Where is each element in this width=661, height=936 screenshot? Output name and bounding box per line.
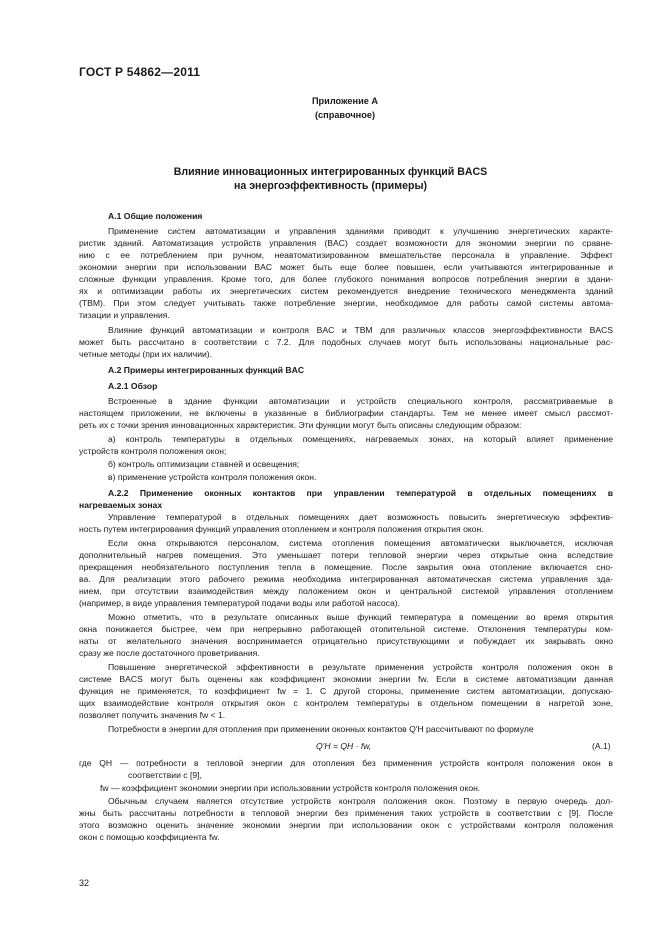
paragraph-line: нию с ее потреблением при ручном, неавтоматизированном вмешательстве персонала в управление. Эффект bbox=[79, 250, 613, 260]
paragraph-line: ристик зданий. Автоматизация устройств управления (BAC) создает возможности для экономии энергии по сравне- bbox=[79, 238, 613, 248]
paragraph-line: ва. Для реализации этого рабочего режима необходима интегрированная автоматическая система управления зда- bbox=[79, 574, 613, 584]
paragraph-line: сложные функции управления. Кроме того, для более глубокого понимания вопросов потребления энергии в здани- bbox=[79, 274, 613, 284]
paragraph-line: сразу же после достаточного проветривания. bbox=[79, 648, 260, 658]
formula-number: (А.1) bbox=[592, 741, 611, 751]
paragraph-line: нием, при отсутствии взаимодействия между положением окон и центральной системой управления отоплением bbox=[79, 586, 613, 596]
list-item-a: а) контроль температуры в отдельных помещениях, нагреваемых зонах, на который влияет применение bbox=[108, 434, 613, 444]
annex-status: (справочное) bbox=[314, 110, 375, 120]
subsection-heading-a21: А.2.1 Обзор bbox=[108, 381, 158, 391]
paragraph-line: прекращения необязательного поступления тепла в помещение. После закрытия окна отопление включается сно- bbox=[79, 562, 613, 572]
section-heading-a2: А.2 Примеры интегрированных функций BAC bbox=[108, 365, 305, 375]
paragraph-line: Потребности в энергии для отопления при применении оконных контактов Q'H рассчитывают по формуле bbox=[108, 724, 534, 734]
paragraph-line: экономии энергии при использовании BAC может быть еще более повышен, если учитываются интегрированные и bbox=[79, 262, 613, 272]
paragraph-line: четные методы (при их наличии). bbox=[79, 349, 213, 359]
paragraph-line: (ТВМ). При этом следует учитывать также потребление энергии, необходимое для работы самой системы автома- bbox=[79, 298, 613, 308]
list-item-a-cont: устройств контроля положения окон; bbox=[79, 446, 227, 456]
standard-header: ГОСТ Р 54862—2011 bbox=[79, 65, 201, 79]
paragraph-line: Применение систем автоматизации и управления зданиями приводит к улучшению энергетических характе- bbox=[108, 226, 613, 236]
paragraph-line: Влияние функций автоматизации и контроля BAC и ТВМ для различных классов энергоэффективности BACS bbox=[108, 325, 613, 335]
paragraph-line: щих взаимодействие контроля открытия окон с контролем температуры в отдельном помещении в нагретой зоне, bbox=[79, 698, 613, 708]
paragraph-line: Обычным случаем является отсутствие устройств контроля положения окон. Поэтому в первую очередь дол- bbox=[108, 796, 613, 806]
list-item-b: б) контроль оптимизации ставней и освещения; bbox=[108, 459, 300, 469]
document-title-line-2: на энергоэффективность (примеры) bbox=[233, 180, 428, 192]
subsection-heading-a22: А.2.2 Применение оконных контактов при управлении температурой в отдельных помещениях в bbox=[108, 488, 613, 498]
section-heading-a1: А.1 Общие положения bbox=[108, 211, 203, 221]
paragraph-line: наты от желательного значения воспринимается отрицательно присутствующими и побуждает их закрывать окно bbox=[79, 636, 613, 646]
annex-title: Приложение А bbox=[311, 96, 379, 106]
paragraph-line: Управление температурой в отдельных помещениях дает возможность повысить энергетическую эффектив- bbox=[108, 512, 613, 522]
definition-line: fw — коэффициент экономии энергии при использовании устройств контроля положения окон. bbox=[100, 783, 481, 793]
paragraph-line: этого возможно оценить значение экономии энергии при использовании окон с устройствами контроля положения bbox=[79, 820, 613, 830]
paragraph-line: настоящем приложении, не включены в указанные в библиографии стандарты. Тем не менее имеет смысл рассмот- bbox=[79, 408, 613, 418]
list-item-c: в) применение устройств контроля положения окон. bbox=[108, 472, 317, 482]
paragraph-line: жны быть рассчитаны потребности в тепловой энергии без применения таких устройств в соответствии с [9]. После bbox=[79, 808, 613, 818]
paragraph-line: ность путем интегрирования функций управления отоплением и контроля положения открытия окон. bbox=[79, 524, 484, 534]
page-number: 32 bbox=[79, 878, 90, 888]
paragraph-line: окна понижается быстрее, чем при непрерывно работающей отопительной системе. Отклонения температуры ком- bbox=[79, 624, 613, 634]
formula-expression: Q'H = QH · fw, bbox=[316, 741, 372, 751]
paragraph-line: Встроенные в здание функции автоматизации и устройств специального контроля, рассматриваемые в bbox=[108, 396, 613, 406]
paragraph-line: ях и оптимизации работы их энергетических систем рекомендуется внедрение технического менеджмента зданий bbox=[79, 286, 613, 296]
paragraph-line: Если окна открываются персоналом, система отопления помещения автоматически выключается, исключая bbox=[108, 538, 613, 548]
document-title-line-1: Влияние инновационных интегрированных функций BACS bbox=[173, 166, 488, 178]
paragraph-line: Можно отметить, что в результате описанных выше функций температура в помещении во время открытия bbox=[108, 612, 613, 622]
paragraph-line: системе BACS могут быть оценены как коэффициент экономии энергии fw. Если в системе автоматизации данная bbox=[79, 674, 613, 684]
paragraph-line: функция не применяется, то коэффициент fw = 1. С другой стороны, применение систем автоматизации, допускаю- bbox=[79, 686, 613, 696]
paragraph-line: позволяет получить значения fw < 1. bbox=[79, 710, 226, 720]
paragraph-line: Повышение энергетической эффективности в результате применения устройств контроля положения окон в bbox=[108, 662, 613, 672]
paragraph-line: может быть рассчитано в соответствии с 7.2. Для подобных случаев могут быть использованы национальные рас- bbox=[79, 337, 613, 347]
paragraph-line: реть их с точки зрения инновационных характеристик. Эти функции могут быть описаны следующим образом: bbox=[79, 420, 522, 430]
subsection-heading-a22-cont: нагреваемых зонах bbox=[79, 500, 163, 510]
paragraph-line: дополнительный нагрев помещения. Это уменьшает потери тепловой энергии через открытые окна вследствие bbox=[79, 550, 613, 560]
definition-line: где QH — потребности в тепловой энергии для отопления без применения устройств контроля положения окон в bbox=[79, 758, 613, 768]
paragraph-line: окон с помощью коэффициента fw. bbox=[79, 832, 220, 842]
paragraph-line: (например, в виде управления температурой подачи воды или работой насоса). bbox=[79, 598, 400, 608]
definition-line-cont: соответствии с [9], bbox=[128, 770, 202, 780]
paragraph-line: тизации и управления. bbox=[79, 310, 170, 320]
